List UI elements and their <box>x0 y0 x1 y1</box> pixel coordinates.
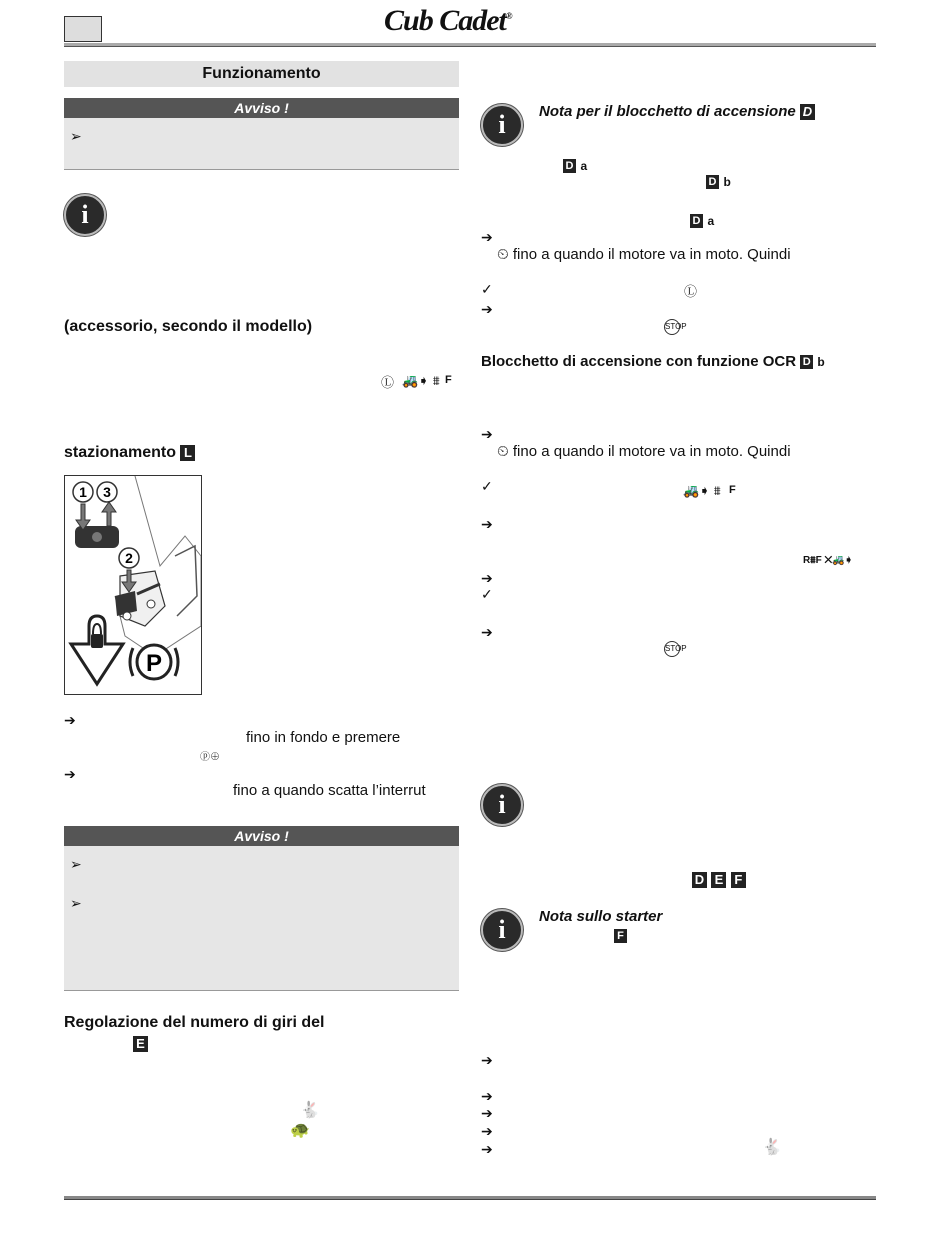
parking-p-letter: P <box>145 650 163 677</box>
step-arrow-r5: ➔ <box>481 570 493 586</box>
step-arrow-r8: ➔ <box>481 1088 493 1104</box>
warning-body <box>64 118 459 170</box>
badge-e-left: E <box>133 1035 148 1053</box>
reverse-mow-icon: R⩩F ✕🚜➧ <box>803 555 853 566</box>
ref-d-a-2: D a <box>690 212 714 230</box>
text-fino-fondo: fino in fondo e premere <box>246 729 401 746</box>
info-icon: i <box>481 909 523 951</box>
text-motor-1: ⏲ fino a quando il motore va in moto. Quindi <box>497 246 791 263</box>
ignition-key-icon: Ⓛ <box>684 284 698 299</box>
page-number-box <box>64 16 102 42</box>
rabbit-icon: 🐇 <box>762 1139 782 1156</box>
step-arrow-r4: ➔ <box>481 516 493 532</box>
step-arrow-1: ➔ <box>64 712 76 728</box>
ignition-key-icon: Ⓛ <box>381 375 395 390</box>
brand-logo: Cub Cadet® <box>384 4 512 37</box>
footer-rule <box>64 1196 876 1200</box>
heading-ocr: Blocchetto di accensione con funzione OCR D b <box>481 353 825 370</box>
step-arrow-2: ➔ <box>64 766 76 782</box>
info-icon: i <box>64 194 106 236</box>
step-arrow-r6: ➔ <box>481 624 493 640</box>
text-motor-2: ⏲ fino a quando il motore va in moto. Quindi <box>497 443 791 460</box>
check-r3: ✓ <box>481 586 493 602</box>
section-title: Funzionamento <box>64 61 459 87</box>
step-arrow-r11: ➔ <box>481 1141 493 1157</box>
figure-label-2: 2 <box>125 550 133 566</box>
badge-l: L <box>180 445 195 461</box>
mower-drive-icon: 🚜➧ ⩩ <box>402 373 440 388</box>
warning2-body <box>64 846 459 991</box>
step-arrow-r2: ➔ <box>481 301 493 317</box>
ref-d-a-1: D a <box>563 157 587 175</box>
warning2-bullet-1: ➢ <box>70 856 82 872</box>
step-arrow-r9: ➔ <box>481 1105 493 1121</box>
rabbit-icon: 🐇 <box>300 1102 320 1119</box>
ref-d-e-f: D E F <box>692 871 746 889</box>
mower-drive-icon: 🚜➧ ⩩ <box>683 483 721 498</box>
badge-f: F <box>614 927 627 945</box>
figure-label-1: 1 <box>79 484 87 500</box>
step-arrow-r1: ➔ <box>481 229 493 245</box>
step-arrow-r10: ➔ <box>481 1123 493 1139</box>
icon-label-f: F <box>445 374 452 386</box>
info-icon: i <box>481 784 523 826</box>
warning2-bullet-2: ➢ <box>70 895 82 911</box>
check-r1: ✓ <box>481 281 493 297</box>
parking-brake-figure <box>64 475 202 695</box>
step-arrow-r3: ➔ <box>481 426 493 442</box>
note-ignition: Nota per il blocchetto di accensione D <box>539 103 815 120</box>
icon-label-f-r: F <box>729 484 736 496</box>
heading-parking: stazionamento L <box>64 444 195 462</box>
start-icon: ⏲ <box>497 443 509 460</box>
warning-bullet: ➢ <box>70 128 82 144</box>
header-rule <box>64 43 876 47</box>
info-icon: i <box>481 104 523 146</box>
start-icon: ⏲ <box>497 246 509 263</box>
note-starter: Nota sullo starter <box>539 908 663 925</box>
stop-icon: STOP <box>664 319 680 335</box>
warning2-header: Avviso ! <box>64 826 459 846</box>
warning-header: Avviso ! <box>64 98 459 118</box>
step-arrow-r7: ➔ <box>481 1052 493 1068</box>
text-fino-scatta: fino a quando scatta l’interrut <box>233 782 426 799</box>
check-r2: ✓ <box>481 478 493 494</box>
turtle-icon: 🐢 <box>290 1122 310 1139</box>
stop-icon-2: STOP <box>664 641 680 657</box>
heading-rpm: Regolazione del numero di giri del <box>64 1014 325 1031</box>
figure-label-3: 3 <box>103 484 111 500</box>
heading-accessory: (accessorio, secondo il modello) <box>64 318 313 335</box>
ref-d-b-1: D b <box>706 173 731 191</box>
parking-lock-icon: ⓟ⊕ <box>200 752 220 763</box>
